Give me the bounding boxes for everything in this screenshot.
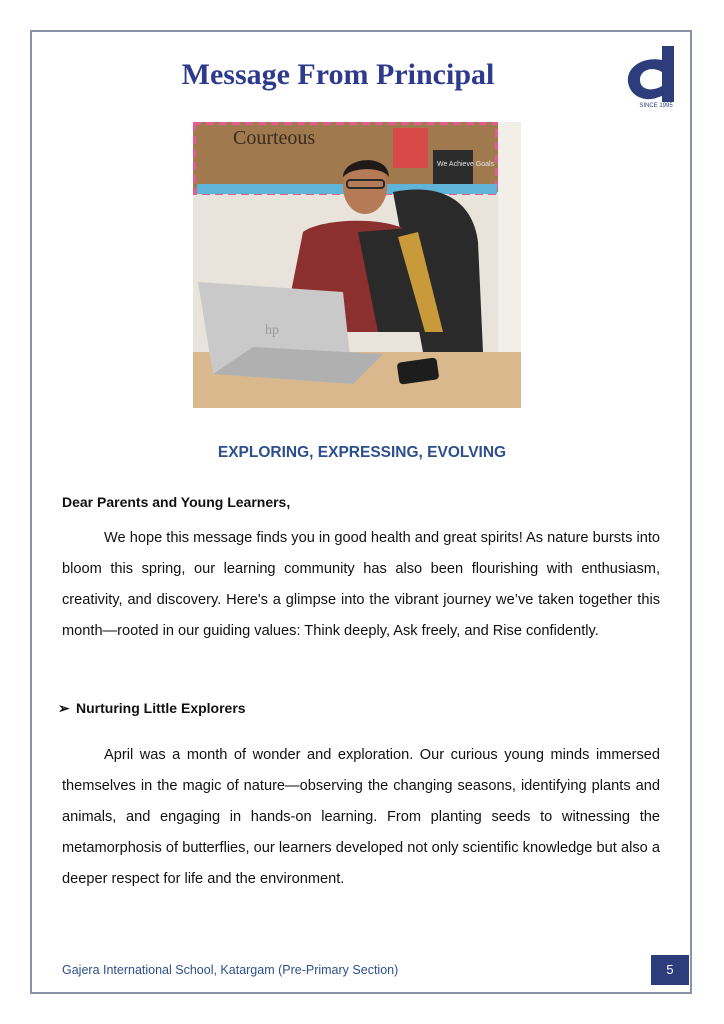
board-word-courteous: Courteous (233, 127, 316, 149)
principal-photo (193, 122, 521, 408)
section-paragraph: April was a month of wonder and exploration. Our curious young minds immersed themselves in the magic of nature—observing the changing seasons, identifying plants and animals, and engaging in hands-on learning. From planting seeds to witnessing the metamorphosis of butterflies, our learners developed not only scientific knowledge but also a deeper respect for life and the environment. (62, 747, 660, 887)
greeting: Dear Parents and Young Learners, (62, 494, 291, 510)
message-subtitle: EXPLORING, EXPRESSING, EVOLVING (217, 444, 507, 461)
section-heading-text: Nurturing Little Explorers (76, 700, 246, 716)
board-word-goals: We Achieve Goals (437, 161, 495, 168)
school-logo-icon (622, 42, 684, 108)
page-title: Message From Principal (181, 58, 495, 91)
intro-paragraph: We hope this message finds you in good health and great spirits! As nature bursts into bloom this spring, our learning community has also been flourishing with enthusiasm, creativity, and discovery. Here's a glimpse into the vibrant journey we’ve taken together this month—rooted in our guiding values: Think deeply, Ask freely, and Rise confidently. (62, 530, 660, 639)
svg-text:hp: hp (265, 323, 279, 338)
page-number: 5 (651, 955, 689, 985)
arrow-bullet-icon: ➢ (58, 700, 70, 716)
footer-text: Gajera International School, Katargam (Pre-Primary Section) (62, 963, 399, 977)
logo-text: SINCE 1995 (639, 103, 673, 108)
section-heading (58, 700, 246, 717)
